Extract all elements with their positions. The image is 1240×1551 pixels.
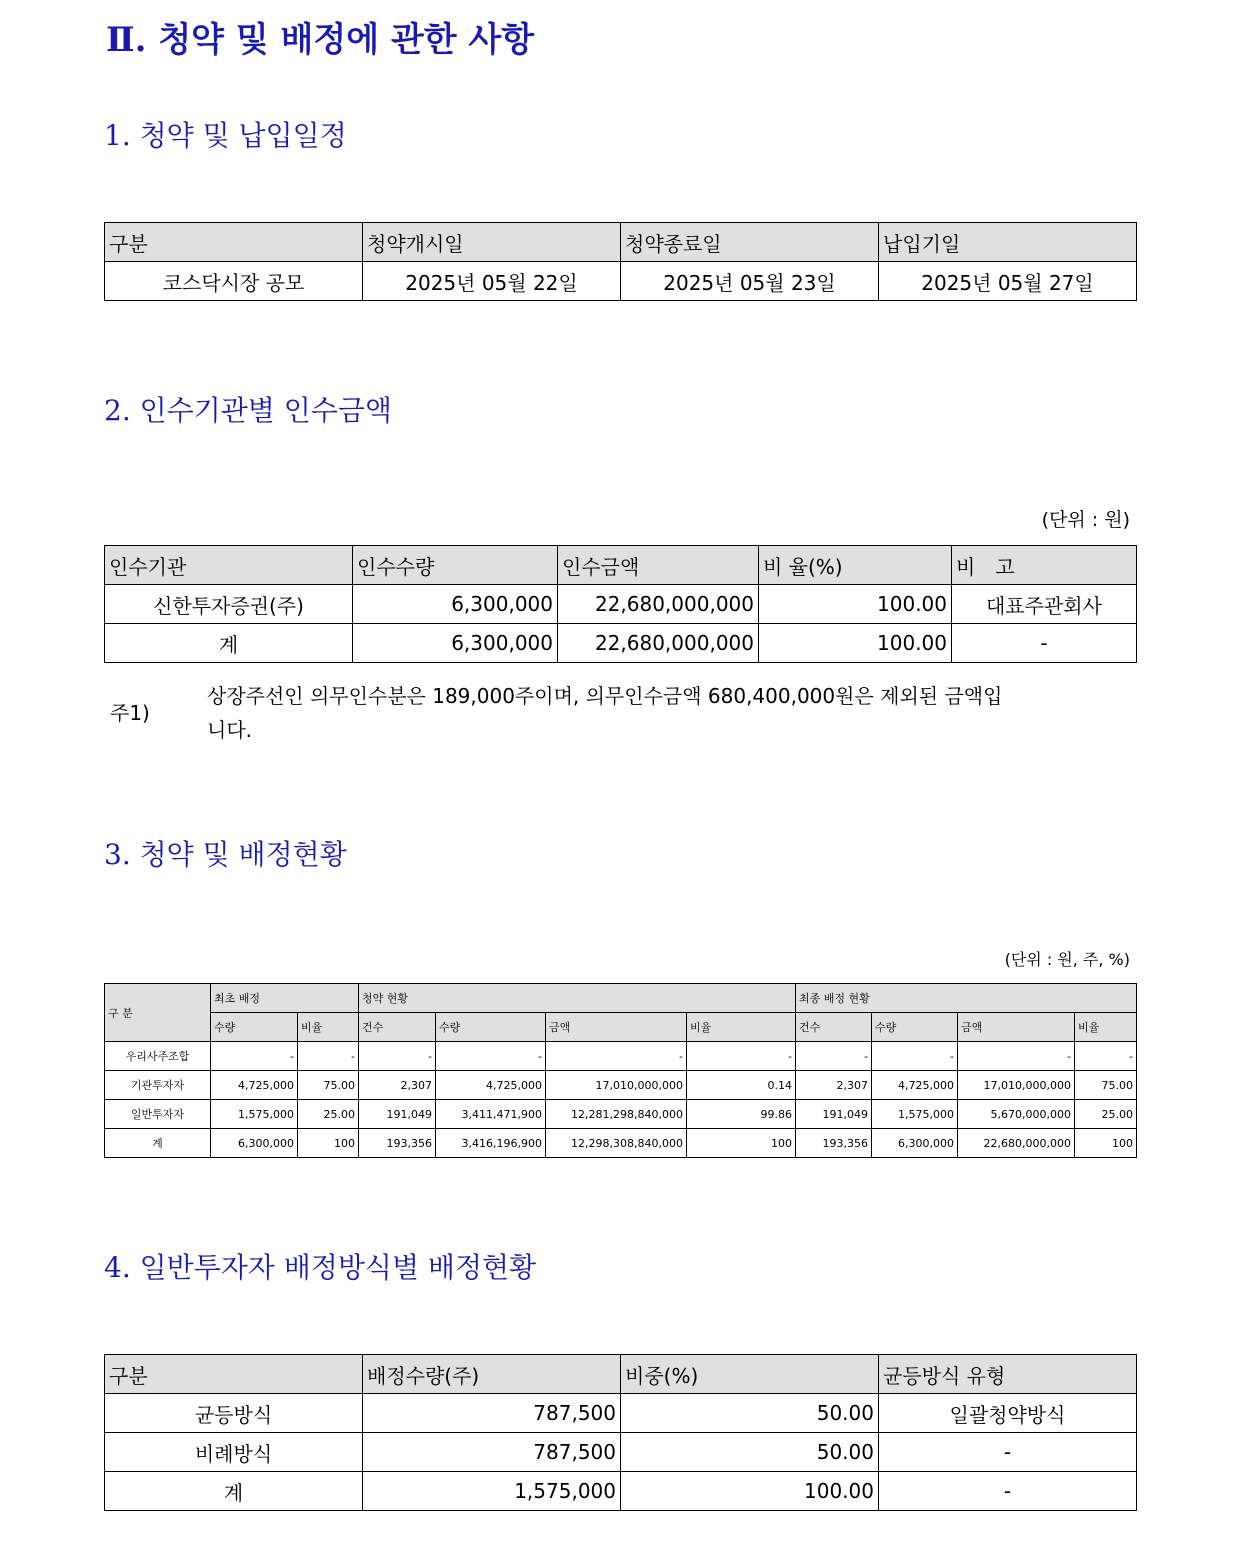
table-row (105, 1433, 1137, 1472)
note-line: 상장주선인 의무인수분은 189,000주이며, 의무인수금액 680,400,000원은 제외된 금액입 (207, 684, 1003, 708)
section3-heading: 3. 청약 및 배정현황 (104, 838, 347, 871)
table-cell: 일반투자자 (105, 1100, 211, 1129)
table-cell: 100 (687, 1129, 796, 1158)
header-cell: 청약 현황 (359, 984, 796, 1013)
table-cell: - (952, 624, 1137, 663)
note-label: 주1) (110, 701, 150, 725)
method-table (104, 1354, 1137, 1511)
table-header-row (105, 223, 1137, 262)
table-cell: 100.00 (759, 585, 952, 624)
table-cell: 99.86 (687, 1100, 796, 1129)
table-cell: 계 (105, 1472, 363, 1511)
table-cell: 1,575,000 (872, 1100, 958, 1129)
table-cell: 22,680,000,000 (958, 1129, 1075, 1158)
header-cell: 배정수량(주) (363, 1355, 621, 1394)
header-cell: 건수 (796, 1013, 872, 1042)
header-cell: 비율 (298, 1013, 359, 1042)
table-cell: 50.00 (621, 1433, 879, 1472)
table-cell: 3,416,196,900 (436, 1129, 546, 1158)
header-cell: 최종 배정 현황 (796, 984, 1137, 1013)
header-cell: 인수기관 (105, 546, 353, 585)
header-cell: 수량 (436, 1013, 546, 1042)
table-cell: 25.00 (1075, 1100, 1137, 1129)
table-cell: 17,010,000,000 (958, 1071, 1075, 1100)
table-cell: 2,307 (359, 1071, 436, 1100)
table-cell: 2025년 05월 22일 (363, 262, 621, 301)
table-row (105, 1100, 1137, 1129)
table-cell: 75.00 (298, 1071, 359, 1100)
table-cell: 22,680,000,000 (558, 585, 759, 624)
table-cell: - (298, 1042, 359, 1071)
table-header-row (105, 546, 1137, 585)
table-cell: 2025년 05월 23일 (621, 262, 879, 301)
underwriter-table (104, 545, 1137, 663)
table-cell: - (879, 1472, 1137, 1511)
table-cell: - (436, 1042, 546, 1071)
table-cell: 기관투자자 (105, 1071, 211, 1100)
header-cell: 청약종료일 (621, 223, 879, 262)
page-title: Ⅱ. 청약 및 배정에 관한 사항 (106, 20, 535, 60)
header-cell: 납입기일 (879, 223, 1137, 262)
unit-label: (단위 : 원) (1041, 509, 1130, 531)
table-cell: 일괄청약방식 (879, 1394, 1137, 1433)
table-cell: 비례방식 (105, 1433, 363, 1472)
table-cell: 계 (105, 1129, 211, 1158)
schedule-table (104, 222, 1137, 301)
allocation-table (104, 983, 1137, 1158)
table-cell: 50.00 (621, 1394, 879, 1433)
unit-label: (단위 : 원, 주, %) (1004, 950, 1130, 969)
table-cell: 100.00 (759, 624, 952, 663)
table-cell: 6,300,000 (353, 585, 558, 624)
table-cell: 4,725,000 (872, 1071, 958, 1100)
header-cell: 금액 (958, 1013, 1075, 1042)
table-cell: - (687, 1042, 796, 1071)
table-cell: 0.14 (687, 1071, 796, 1100)
table-row (105, 1472, 1137, 1511)
table-cell: 3,411,471,900 (436, 1100, 546, 1129)
table-row (105, 1071, 1137, 1100)
table-row (105, 1129, 1137, 1158)
table-cell: 1,575,000 (211, 1100, 298, 1129)
table-cell: 대표주관회사 (952, 585, 1137, 624)
table-cell: 6,300,000 (872, 1129, 958, 1158)
header-cell: 수량 (211, 1013, 298, 1042)
allocation-body (105, 1042, 1137, 1158)
table-cell: 75.00 (1075, 1071, 1137, 1100)
table-cell: 5,670,000,000 (958, 1100, 1075, 1129)
table-cell: - (359, 1042, 436, 1071)
table-cell: 100.00 (621, 1472, 879, 1511)
header-cell: 비 고 (952, 546, 1137, 585)
table-cell: 2,307 (796, 1071, 872, 1100)
table-cell: 균등방식 (105, 1394, 363, 1433)
note-line: 니다. (207, 718, 252, 742)
header-cell: 비율 (687, 1013, 796, 1042)
header-cell: 균등방식 유형 (879, 1355, 1137, 1394)
header-cell: 최초 배정 (211, 984, 359, 1013)
table-cell: 코스닥시장 공모 (105, 262, 363, 301)
table-cell: 12,281,298,840,000 (546, 1100, 687, 1129)
table-cell: 193,356 (796, 1129, 872, 1158)
table-header-row (105, 1355, 1137, 1394)
table-cell: 6,300,000 (211, 1129, 298, 1158)
table-cell: 100 (298, 1129, 359, 1158)
header-cell: 구 분 (105, 984, 211, 1042)
table-cell: 17,010,000,000 (546, 1071, 687, 1100)
table-cell: 계 (105, 624, 353, 663)
header-cell: 인수수량 (353, 546, 558, 585)
header-cell: 인수금액 (558, 546, 759, 585)
table-row (105, 1394, 1137, 1433)
header-cell: 구분 (105, 1355, 363, 1394)
table-cell: 193,356 (359, 1129, 436, 1158)
table-cell: 787,500 (363, 1394, 621, 1433)
table-cell: - (211, 1042, 298, 1071)
table-cell: 4,725,000 (211, 1071, 298, 1100)
table-cell: 787,500 (363, 1433, 621, 1472)
table-cell: 22,680,000,000 (558, 624, 759, 663)
table-cell: 2025년 05월 27일 (879, 262, 1137, 301)
header-cell: 비율 (1075, 1013, 1137, 1042)
table-cell: 25.00 (298, 1100, 359, 1129)
table-cell: 4,725,000 (436, 1071, 546, 1100)
table-cell: - (796, 1042, 872, 1071)
header-cell: 수량 (872, 1013, 958, 1042)
table-row (105, 262, 1137, 301)
table-header-row (105, 984, 1137, 1013)
section2-heading: 2. 인수기관별 인수금액 (104, 394, 392, 427)
table-cell: 6,300,000 (353, 624, 558, 663)
header-cell: 구분 (105, 223, 363, 262)
section4-heading: 4. 일반투자자 배정방식별 배정현황 (104, 1251, 537, 1284)
table-cell: 191,049 (796, 1100, 872, 1129)
header-cell: 비 율(%) (759, 546, 952, 585)
table-cell: 신한투자증권(주) (105, 585, 353, 624)
header-cell: 건수 (359, 1013, 436, 1042)
header-cell: 청약개시일 (363, 223, 621, 262)
table-cell: 1,575,000 (363, 1472, 621, 1511)
table-cell: 191,049 (359, 1100, 436, 1129)
table-cell: 100 (1075, 1129, 1137, 1158)
section1-heading: 1. 청약 및 납입일정 (104, 119, 347, 152)
table-cell: - (872, 1042, 958, 1071)
table-row (105, 585, 1137, 624)
table-row (105, 1042, 1137, 1071)
table-cell: - (879, 1433, 1137, 1472)
table-cell: - (1075, 1042, 1137, 1071)
table-row (105, 624, 1137, 663)
table-cell: - (546, 1042, 687, 1071)
table-header-row (105, 1013, 1137, 1042)
table-cell: 12,298,308,840,000 (546, 1129, 687, 1158)
table-cell: - (958, 1042, 1075, 1071)
table-cell: 우리사주조합 (105, 1042, 211, 1071)
header-cell: 금액 (546, 1013, 687, 1042)
header-cell: 비중(%) (621, 1355, 879, 1394)
